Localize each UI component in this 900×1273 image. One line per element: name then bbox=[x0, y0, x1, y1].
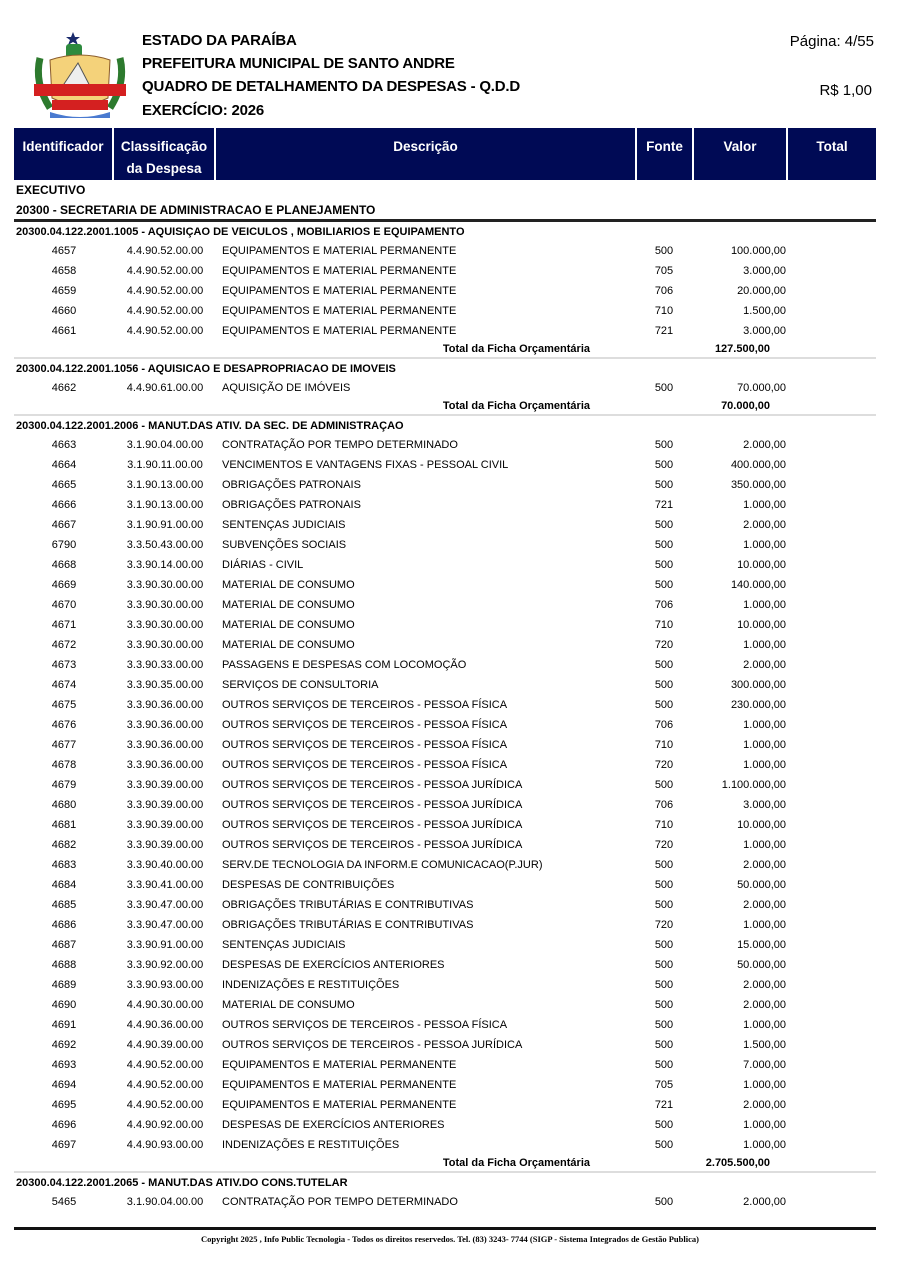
cell-valor: 1.000,00 bbox=[743, 599, 786, 611]
ficha-total-label: Total da Ficha Orçamentária bbox=[442, 1157, 590, 1169]
cell-descricao: INDENIZAÇÕES E RESTITUIÇÕES bbox=[222, 1139, 400, 1151]
cell-valor: 230.000,00 bbox=[730, 699, 786, 711]
cell-identificador: 4691 bbox=[51, 1019, 77, 1031]
cell-classificacao: 4.4.90.52.00.00 bbox=[126, 285, 204, 297]
cell-classificacao: 3.1.90.04.00.00 bbox=[126, 1196, 204, 1208]
cell-classificacao: 4.4.90.52.00.00 bbox=[126, 1099, 204, 1111]
currency-unit: R$ 1,00 bbox=[819, 82, 872, 99]
table-row bbox=[14, 875, 876, 895]
cell-fonte: 721 bbox=[654, 325, 674, 337]
table-row bbox=[14, 495, 876, 515]
group-heading bbox=[14, 180, 876, 200]
cell-classificacao: 3.1.90.04.00.00 bbox=[126, 439, 204, 451]
section-heading-text: 20300 - SECRETARIA DE ADMINISTRACAO E PLANEJAMENTO bbox=[16, 202, 376, 217]
table-row bbox=[14, 715, 876, 735]
cell-descricao: PASSAGENS E DESPESAS COM LOCOMOÇÃO bbox=[222, 659, 467, 671]
cell-fonte: 500 bbox=[654, 679, 674, 691]
cell-valor: 2.000,00 bbox=[743, 1099, 786, 1111]
table-row bbox=[14, 1035, 876, 1055]
cell-descricao: OBRIGAÇÕES PATRONAIS bbox=[222, 499, 361, 511]
cell-identificador: 4665 bbox=[51, 479, 77, 491]
cell-descricao: OUTROS SERVIÇOS DE TERCEIROS - PESSOA FÍSICA bbox=[222, 699, 508, 711]
table-row bbox=[14, 1115, 876, 1135]
cell-classificacao: 3.3.90.91.00.00 bbox=[126, 939, 204, 951]
cell-classificacao: 3.3.90.93.00.00 bbox=[126, 979, 204, 991]
cell-fonte: 710 bbox=[654, 619, 674, 631]
cell-descricao: OUTROS SERVIÇOS DE TERCEIROS - PESSOA JURÍDICA bbox=[222, 839, 523, 851]
cell-valor: 1.000,00 bbox=[743, 1139, 786, 1151]
table-row bbox=[14, 1055, 876, 1075]
cell-valor: 2.000,00 bbox=[743, 859, 786, 871]
cell-descricao: VENCIMENTOS E VANTAGENS FIXAS - PESSOAL CIVIL bbox=[222, 459, 509, 471]
cell-descricao: CONTRATAÇÃO POR TEMPO DETERMINADO bbox=[222, 1196, 458, 1208]
cell-descricao: DIÁRIAS - CIVIL bbox=[222, 559, 304, 571]
table-row bbox=[14, 615, 876, 635]
cell-identificador: 4688 bbox=[51, 959, 77, 971]
cell-valor: 10.000,00 bbox=[737, 559, 786, 571]
cell-identificador: 4695 bbox=[51, 1099, 77, 1111]
prefeitura-title: PREFEITURA MUNICIPAL DE SANTO ANDRE bbox=[142, 55, 455, 72]
cell-descricao: OUTROS SERVIÇOS DE TERCEIROS - PESSOA JURÍDICA bbox=[222, 779, 523, 791]
cell-identificador: 6790 bbox=[51, 539, 77, 551]
ficha-heading-text: 20300.04.122.2001.1056 - AQUISICAO E DESAPROPRIACAO DE IMOVEIS bbox=[16, 362, 396, 375]
section-heading bbox=[14, 200, 876, 222]
cell-valor: 1.000,00 bbox=[743, 719, 786, 731]
cell-identificador: 4658 bbox=[51, 265, 77, 277]
cell-classificacao: 4.4.90.52.00.00 bbox=[126, 325, 204, 337]
cell-descricao: SUBVENÇÕES SOCIAIS bbox=[222, 539, 347, 551]
table-row bbox=[14, 955, 876, 975]
table-row bbox=[14, 775, 876, 795]
cell-valor: 7.000,00 bbox=[743, 1059, 786, 1071]
cell-classificacao: 4.4.90.52.00.00 bbox=[126, 245, 204, 257]
cell-descricao: OUTROS SERVIÇOS DE TERCEIROS - PESSOA JURÍDICA bbox=[222, 1039, 523, 1051]
cell-classificacao: 3.3.90.36.00.00 bbox=[126, 699, 204, 711]
cell-descricao: OBRIGAÇÕES PATRONAIS bbox=[222, 479, 361, 491]
cell-fonte: 500 bbox=[654, 559, 674, 571]
cell-fonte: 705 bbox=[654, 1079, 674, 1091]
table-row bbox=[14, 475, 876, 495]
cell-valor: 10.000,00 bbox=[737, 819, 786, 831]
cell-classificacao: 3.3.90.36.00.00 bbox=[126, 739, 204, 751]
cell-descricao: EQUIPAMENTOS E MATERIAL PERMANENTE bbox=[222, 245, 457, 257]
cell-valor: 3.000,00 bbox=[743, 265, 786, 277]
cell-classificacao: 3.3.90.30.00.00 bbox=[126, 619, 204, 631]
ficha-heading bbox=[14, 416, 876, 435]
copyright-text: Copyright 2025 , Info Public Tecnologia - Todos os direitos reservedos. Tel. (83) 3243- 7744 (SIGP - Sistema Integrados de Gestão Publica) bbox=[201, 1234, 699, 1244]
col-identificador: Identificador bbox=[14, 128, 114, 180]
table-row bbox=[14, 321, 876, 341]
cell-classificacao: 4.4.90.52.00.00 bbox=[126, 1079, 204, 1091]
cell-identificador: 4661 bbox=[51, 325, 77, 337]
cell-descricao: CONTRATAÇÃO POR TEMPO DETERMINADO bbox=[222, 439, 458, 451]
cell-valor: 350.000,00 bbox=[730, 479, 786, 491]
cell-classificacao: 3.3.90.14.00.00 bbox=[126, 559, 204, 571]
cell-valor: 1.000,00 bbox=[743, 499, 786, 511]
cell-classificacao: 4.4.90.52.00.00 bbox=[126, 265, 204, 277]
municipal-coat-of-arms-logo bbox=[30, 28, 130, 120]
cell-fonte: 500 bbox=[654, 699, 674, 711]
ficha-heading bbox=[14, 222, 876, 241]
state-title: ESTADO DA PARAÍBA bbox=[142, 32, 297, 49]
cell-fonte: 720 bbox=[654, 759, 674, 771]
cell-identificador: 4694 bbox=[51, 1079, 77, 1091]
ficha-total-value: 70.000,00 bbox=[721, 400, 770, 412]
cell-identificador: 4666 bbox=[51, 499, 77, 511]
cell-identificador: 4685 bbox=[51, 899, 77, 911]
cell-identificador: 4674 bbox=[51, 679, 77, 691]
page-number: Página: 4/55 bbox=[789, 33, 874, 50]
cell-valor: 1.000,00 bbox=[743, 919, 786, 931]
cell-classificacao: 3.3.90.41.00.00 bbox=[126, 879, 204, 891]
cell-classificacao: 3.3.90.35.00.00 bbox=[126, 679, 204, 691]
table-row bbox=[14, 301, 876, 321]
cell-valor: 1.000,00 bbox=[743, 759, 786, 771]
cell-identificador: 4677 bbox=[51, 739, 77, 751]
cell-valor: 3.000,00 bbox=[743, 325, 786, 337]
cell-valor: 1.500,00 bbox=[743, 305, 786, 317]
cell-classificacao: 3.3.90.39.00.00 bbox=[126, 839, 204, 851]
ficha-heading-text: 20300.04.122.2001.1005 - AQUISIÇAO DE VEICULOS , MOBILIARIOS E EQUIPAMENTO bbox=[16, 225, 465, 238]
cell-valor: 10.000,00 bbox=[737, 619, 786, 631]
table-row bbox=[14, 835, 876, 855]
cell-fonte: 500 bbox=[654, 245, 674, 257]
cell-valor: 2.000,00 bbox=[743, 899, 786, 911]
cell-fonte: 721 bbox=[654, 499, 674, 511]
cell-classificacao: 3.1.90.13.00.00 bbox=[126, 499, 204, 511]
cell-descricao: MATERIAL DE CONSUMO bbox=[222, 579, 355, 591]
cell-fonte: 500 bbox=[654, 459, 674, 471]
cell-classificacao: 3.3.90.47.00.00 bbox=[126, 919, 204, 931]
cell-classificacao: 3.3.90.47.00.00 bbox=[126, 899, 204, 911]
cell-identificador: 4696 bbox=[51, 1119, 77, 1131]
cell-valor: 2.000,00 bbox=[743, 519, 786, 531]
cell-identificador: 4667 bbox=[51, 519, 77, 531]
cell-identificador: 4675 bbox=[51, 699, 77, 711]
cell-valor: 2.000,00 bbox=[743, 439, 786, 451]
cell-valor: 50.000,00 bbox=[737, 959, 786, 971]
cell-identificador: 4680 bbox=[51, 799, 77, 811]
cell-identificador: 4683 bbox=[51, 859, 77, 871]
cell-classificacao: 3.1.90.11.00.00 bbox=[127, 459, 203, 471]
cell-classificacao: 3.3.90.33.00.00 bbox=[126, 659, 204, 671]
col-classificacao-line1: Classificação bbox=[120, 139, 208, 154]
table-row bbox=[14, 795, 876, 815]
cell-descricao: DESPESAS DE EXERCÍCIOS ANTERIORES bbox=[222, 959, 445, 971]
cell-classificacao: 3.3.90.39.00.00 bbox=[126, 779, 204, 791]
table-row bbox=[14, 975, 876, 995]
cell-identificador: 4697 bbox=[51, 1139, 77, 1151]
cell-valor: 1.000,00 bbox=[743, 639, 786, 651]
cell-descricao: OUTROS SERVIÇOS DE TERCEIROS - PESSOA FÍSICA bbox=[222, 719, 508, 731]
ficha-total-row bbox=[14, 1155, 876, 1173]
cell-valor: 15.000,00 bbox=[737, 939, 786, 951]
cell-identificador: 4681 bbox=[51, 819, 77, 831]
cell-valor: 3.000,00 bbox=[743, 799, 786, 811]
table-row bbox=[14, 455, 876, 475]
group-heading-text: EXECUTIVO bbox=[16, 183, 86, 197]
table-row bbox=[14, 995, 876, 1015]
cell-descricao: EQUIPAMENTOS E MATERIAL PERMANENTE bbox=[222, 285, 457, 297]
cell-fonte: 706 bbox=[654, 719, 674, 731]
ficha-total-value: 2.705.500,00 bbox=[705, 1157, 770, 1169]
cell-descricao: SERVIÇOS DE CONSULTORIA bbox=[222, 679, 379, 691]
cell-classificacao: 3.3.90.39.00.00 bbox=[126, 819, 204, 831]
table-row bbox=[14, 755, 876, 775]
cell-identificador: 4672 bbox=[51, 639, 77, 651]
cell-descricao: MATERIAL DE CONSUMO bbox=[222, 619, 355, 631]
col-valor: Valor bbox=[694, 128, 788, 180]
cell-descricao: OUTROS SERVIÇOS DE TERCEIROS - PESSOA FÍSICA bbox=[222, 759, 508, 771]
cell-identificador: 4668 bbox=[51, 559, 77, 571]
col-descricao: Descrição bbox=[216, 128, 637, 180]
report-title: QUADRO DE DETALHAMENTO DA DESPESAS - Q.D.D bbox=[142, 78, 521, 95]
table-header bbox=[14, 128, 876, 180]
table-row bbox=[14, 675, 876, 695]
ficha-heading-text: 20300.04.122.2001.2065 - MANUT.DAS ATIV.DO CONS.TUTELAR bbox=[16, 1176, 348, 1189]
cell-identificador: 4684 bbox=[51, 879, 77, 891]
cell-valor: 1.500,00 bbox=[743, 1039, 786, 1051]
cell-fonte: 500 bbox=[654, 779, 674, 791]
cell-classificacao: 4.4.90.36.00.00 bbox=[126, 1019, 204, 1031]
table-row bbox=[14, 555, 876, 575]
cell-fonte: 500 bbox=[654, 539, 674, 551]
cell-valor: 2.000,00 bbox=[743, 1196, 786, 1208]
cell-descricao: EQUIPAMENTOS E MATERIAL PERMANENTE bbox=[222, 325, 457, 337]
cell-valor: 70.000,00 bbox=[737, 382, 786, 394]
cell-valor: 1.000,00 bbox=[743, 1079, 786, 1091]
cell-fonte: 710 bbox=[654, 305, 674, 317]
cell-valor: 2.000,00 bbox=[743, 979, 786, 991]
cell-fonte: 500 bbox=[654, 579, 674, 591]
cell-fonte: 500 bbox=[654, 979, 674, 991]
cell-descricao: SENTENÇAS JUDICIAIS bbox=[222, 939, 346, 951]
ficha-heading-text: 20300.04.122.2001.2006 - MANUT.DAS ATIV. DA SEC. DE ADMINISTRAÇAO bbox=[16, 419, 404, 432]
cell-fonte: 500 bbox=[654, 439, 674, 451]
cell-descricao: MATERIAL DE CONSUMO bbox=[222, 639, 355, 651]
cell-descricao: EQUIPAMENTOS E MATERIAL PERMANENTE bbox=[222, 305, 457, 317]
table-row bbox=[14, 655, 876, 675]
footer-divider bbox=[14, 1227, 876, 1230]
table-row bbox=[14, 515, 876, 535]
cell-identificador: 4673 bbox=[51, 659, 77, 671]
cell-identificador: 4682 bbox=[51, 839, 77, 851]
table-row bbox=[14, 935, 876, 955]
cell-fonte: 710 bbox=[654, 819, 674, 831]
table-row bbox=[14, 1075, 876, 1095]
cell-classificacao: 4.4.90.92.00.00 bbox=[126, 1119, 204, 1131]
cell-classificacao: 3.3.50.43.00.00 bbox=[126, 539, 204, 551]
cell-fonte: 500 bbox=[654, 659, 674, 671]
table-row bbox=[14, 281, 876, 301]
cell-identificador: 4659 bbox=[51, 285, 77, 297]
table-row bbox=[14, 535, 876, 555]
ficha-heading bbox=[14, 1173, 876, 1192]
cell-descricao: MATERIAL DE CONSUMO bbox=[222, 599, 355, 611]
cell-classificacao: 3.3.90.30.00.00 bbox=[126, 639, 204, 651]
cell-descricao: DESPESAS DE CONTRIBUIÇÕES bbox=[222, 879, 395, 891]
cell-fonte: 500 bbox=[654, 1039, 674, 1051]
cell-fonte: 720 bbox=[654, 839, 674, 851]
cell-classificacao: 4.4.90.39.00.00 bbox=[126, 1039, 204, 1051]
cell-valor: 20.000,00 bbox=[737, 285, 786, 297]
ficha-heading bbox=[14, 359, 876, 378]
cell-valor: 140.000,00 bbox=[730, 579, 786, 591]
table-row bbox=[14, 595, 876, 615]
cell-fonte: 500 bbox=[654, 859, 674, 871]
cell-classificacao: 3.1.90.91.00.00 bbox=[126, 519, 204, 531]
cell-fonte: 500 bbox=[654, 1059, 674, 1071]
cell-descricao: OUTROS SERVIÇOS DE TERCEIROS - PESSOA JURÍDICA bbox=[222, 799, 523, 811]
cell-descricao: OBRIGAÇÕES TRIBUTÁRIAS E CONTRIBUTIVAS bbox=[222, 899, 474, 911]
cell-identificador: 4664 bbox=[51, 459, 77, 471]
cell-classificacao: 3.3.90.40.00.00 bbox=[126, 859, 204, 871]
table-row bbox=[14, 241, 876, 261]
cell-identificador: 4689 bbox=[51, 979, 77, 991]
cell-descricao: OUTROS SERVIÇOS DE TERCEIROS - PESSOA FÍSICA bbox=[222, 739, 508, 751]
table-row bbox=[14, 1135, 876, 1155]
table-row bbox=[14, 815, 876, 835]
table-body bbox=[14, 180, 876, 1212]
cell-descricao: OUTROS SERVIÇOS DE TERCEIROS - PESSOA FÍSICA bbox=[222, 1019, 508, 1031]
col-classificacao bbox=[114, 128, 216, 180]
cell-identificador: 4663 bbox=[51, 439, 77, 451]
cell-valor: 1.000,00 bbox=[743, 739, 786, 751]
cell-classificacao: 3.3.90.39.00.00 bbox=[126, 799, 204, 811]
exercicio-label: EXERCÍCIO: 2026 bbox=[142, 102, 265, 119]
cell-fonte: 500 bbox=[654, 999, 674, 1011]
cell-descricao: INDENIZAÇÕES E RESTITUIÇÕES bbox=[222, 979, 400, 991]
cell-valor: 50.000,00 bbox=[737, 879, 786, 891]
cell-classificacao: 3.3.90.36.00.00 bbox=[126, 759, 204, 771]
cell-valor: 1.100.000,00 bbox=[721, 779, 786, 791]
col-classificacao-line2: da Despesa bbox=[126, 161, 202, 176]
cell-fonte: 500 bbox=[654, 879, 674, 891]
cell-descricao: DESPESAS DE EXERCÍCIOS ANTERIORES bbox=[222, 1119, 445, 1131]
cell-classificacao: 4.4.90.61.00.00 bbox=[126, 382, 204, 394]
cell-fonte: 500 bbox=[654, 479, 674, 491]
cell-descricao: OBRIGAÇÕES TRIBUTÁRIAS E CONTRIBUTIVAS bbox=[222, 919, 474, 931]
cell-fonte: 720 bbox=[654, 919, 674, 931]
table-row bbox=[14, 855, 876, 875]
table-row bbox=[14, 915, 876, 935]
cell-descricao: SENTENÇAS JUDICIAIS bbox=[222, 519, 346, 531]
cell-descricao: AQUISIÇÃO DE IMÓVEIS bbox=[222, 382, 351, 394]
cell-fonte: 500 bbox=[654, 899, 674, 911]
cell-fonte: 721 bbox=[654, 1099, 674, 1111]
cell-identificador: 4657 bbox=[51, 245, 77, 257]
table-row bbox=[14, 735, 876, 755]
cell-fonte: 500 bbox=[654, 382, 674, 394]
cell-fonte: 705 bbox=[654, 265, 674, 277]
cell-identificador: 4671 bbox=[51, 619, 77, 631]
cell-valor: 2.000,00 bbox=[743, 999, 786, 1011]
cell-valor: 100.000,00 bbox=[730, 245, 786, 257]
cell-classificacao: 4.4.90.52.00.00 bbox=[126, 305, 204, 317]
cell-fonte: 500 bbox=[654, 939, 674, 951]
cell-valor: 400.000,00 bbox=[730, 459, 786, 471]
table-row bbox=[14, 575, 876, 595]
ficha-total-row bbox=[14, 341, 876, 359]
table-row bbox=[14, 635, 876, 655]
cell-classificacao: 4.4.90.52.00.00 bbox=[126, 1059, 204, 1071]
cell-descricao: EQUIPAMENTOS E MATERIAL PERMANENTE bbox=[222, 265, 457, 277]
cell-fonte: 500 bbox=[654, 1196, 674, 1208]
cell-classificacao: 3.3.90.36.00.00 bbox=[126, 719, 204, 731]
cell-identificador: 4678 bbox=[51, 759, 77, 771]
ficha-total-value: 127.500,00 bbox=[714, 343, 770, 355]
cell-fonte: 710 bbox=[654, 739, 674, 751]
cell-fonte: 500 bbox=[654, 519, 674, 531]
col-fonte: Fonte bbox=[637, 128, 694, 180]
cell-descricao: MATERIAL DE CONSUMO bbox=[222, 999, 355, 1011]
cell-classificacao: 4.4.90.93.00.00 bbox=[126, 1139, 204, 1151]
cell-identificador: 4692 bbox=[51, 1039, 77, 1051]
table-row bbox=[14, 1095, 876, 1115]
cell-identificador: 4686 bbox=[51, 919, 77, 931]
table-row bbox=[14, 378, 876, 398]
cell-descricao: OUTROS SERVIÇOS DE TERCEIROS - PESSOA JURÍDICA bbox=[222, 819, 523, 831]
cell-descricao: EQUIPAMENTOS E MATERIAL PERMANENTE bbox=[222, 1079, 457, 1091]
cell-valor: 300.000,00 bbox=[730, 679, 786, 691]
cell-descricao: EQUIPAMENTOS E MATERIAL PERMANENTE bbox=[222, 1059, 457, 1071]
table-row bbox=[14, 1015, 876, 1035]
cell-classificacao: 3.3.90.30.00.00 bbox=[126, 599, 204, 611]
cell-valor: 1.000,00 bbox=[743, 1119, 786, 1131]
cell-identificador: 4676 bbox=[51, 719, 77, 731]
cell-fonte: 706 bbox=[654, 799, 674, 811]
cell-fonte: 706 bbox=[654, 599, 674, 611]
cell-identificador: 4662 bbox=[51, 382, 77, 394]
cell-classificacao: 3.3.90.92.00.00 bbox=[126, 959, 204, 971]
table-row bbox=[14, 261, 876, 281]
cell-identificador: 4693 bbox=[51, 1059, 77, 1071]
cell-classificacao: 3.3.90.30.00.00 bbox=[126, 579, 204, 591]
table-row bbox=[14, 695, 876, 715]
table-row bbox=[14, 1192, 876, 1212]
cell-identificador: 4690 bbox=[51, 999, 77, 1011]
cell-fonte: 500 bbox=[654, 1019, 674, 1031]
cell-identificador: 4670 bbox=[51, 599, 77, 611]
cell-fonte: 500 bbox=[654, 1139, 674, 1151]
cell-fonte: 500 bbox=[654, 1119, 674, 1131]
table-row bbox=[14, 435, 876, 455]
ficha-total-label: Total da Ficha Orçamentária bbox=[442, 400, 590, 412]
cell-fonte: 500 bbox=[654, 959, 674, 971]
cell-identificador: 4687 bbox=[51, 939, 77, 951]
cell-descricao: EQUIPAMENTOS E MATERIAL PERMANENTE bbox=[222, 1099, 457, 1111]
cell-valor: 1.000,00 bbox=[743, 839, 786, 851]
cell-identificador: 5465 bbox=[51, 1196, 77, 1208]
cell-fonte: 720 bbox=[654, 639, 674, 651]
cell-valor: 1.000,00 bbox=[743, 539, 786, 551]
cell-fonte: 706 bbox=[654, 285, 674, 297]
ficha-total-label: Total da Ficha Orçamentária bbox=[442, 343, 590, 355]
cell-identificador: 4679 bbox=[51, 779, 77, 791]
cell-classificacao: 3.1.90.13.00.00 bbox=[126, 479, 204, 491]
ficha-total-row bbox=[14, 398, 876, 416]
cell-valor: 1.000,00 bbox=[743, 1019, 786, 1031]
cell-valor: 2.000,00 bbox=[743, 659, 786, 671]
cell-descricao: SERV.DE TECNOLOGIA DA INFORM.E COMUNICACAO(P.JUR) bbox=[222, 859, 543, 871]
cell-identificador: 4660 bbox=[51, 305, 77, 317]
cell-classificacao: 4.4.90.30.00.00 bbox=[126, 999, 204, 1011]
cell-identificador: 4669 bbox=[51, 579, 77, 591]
col-total: Total bbox=[816, 139, 848, 154]
table-row bbox=[14, 895, 876, 915]
